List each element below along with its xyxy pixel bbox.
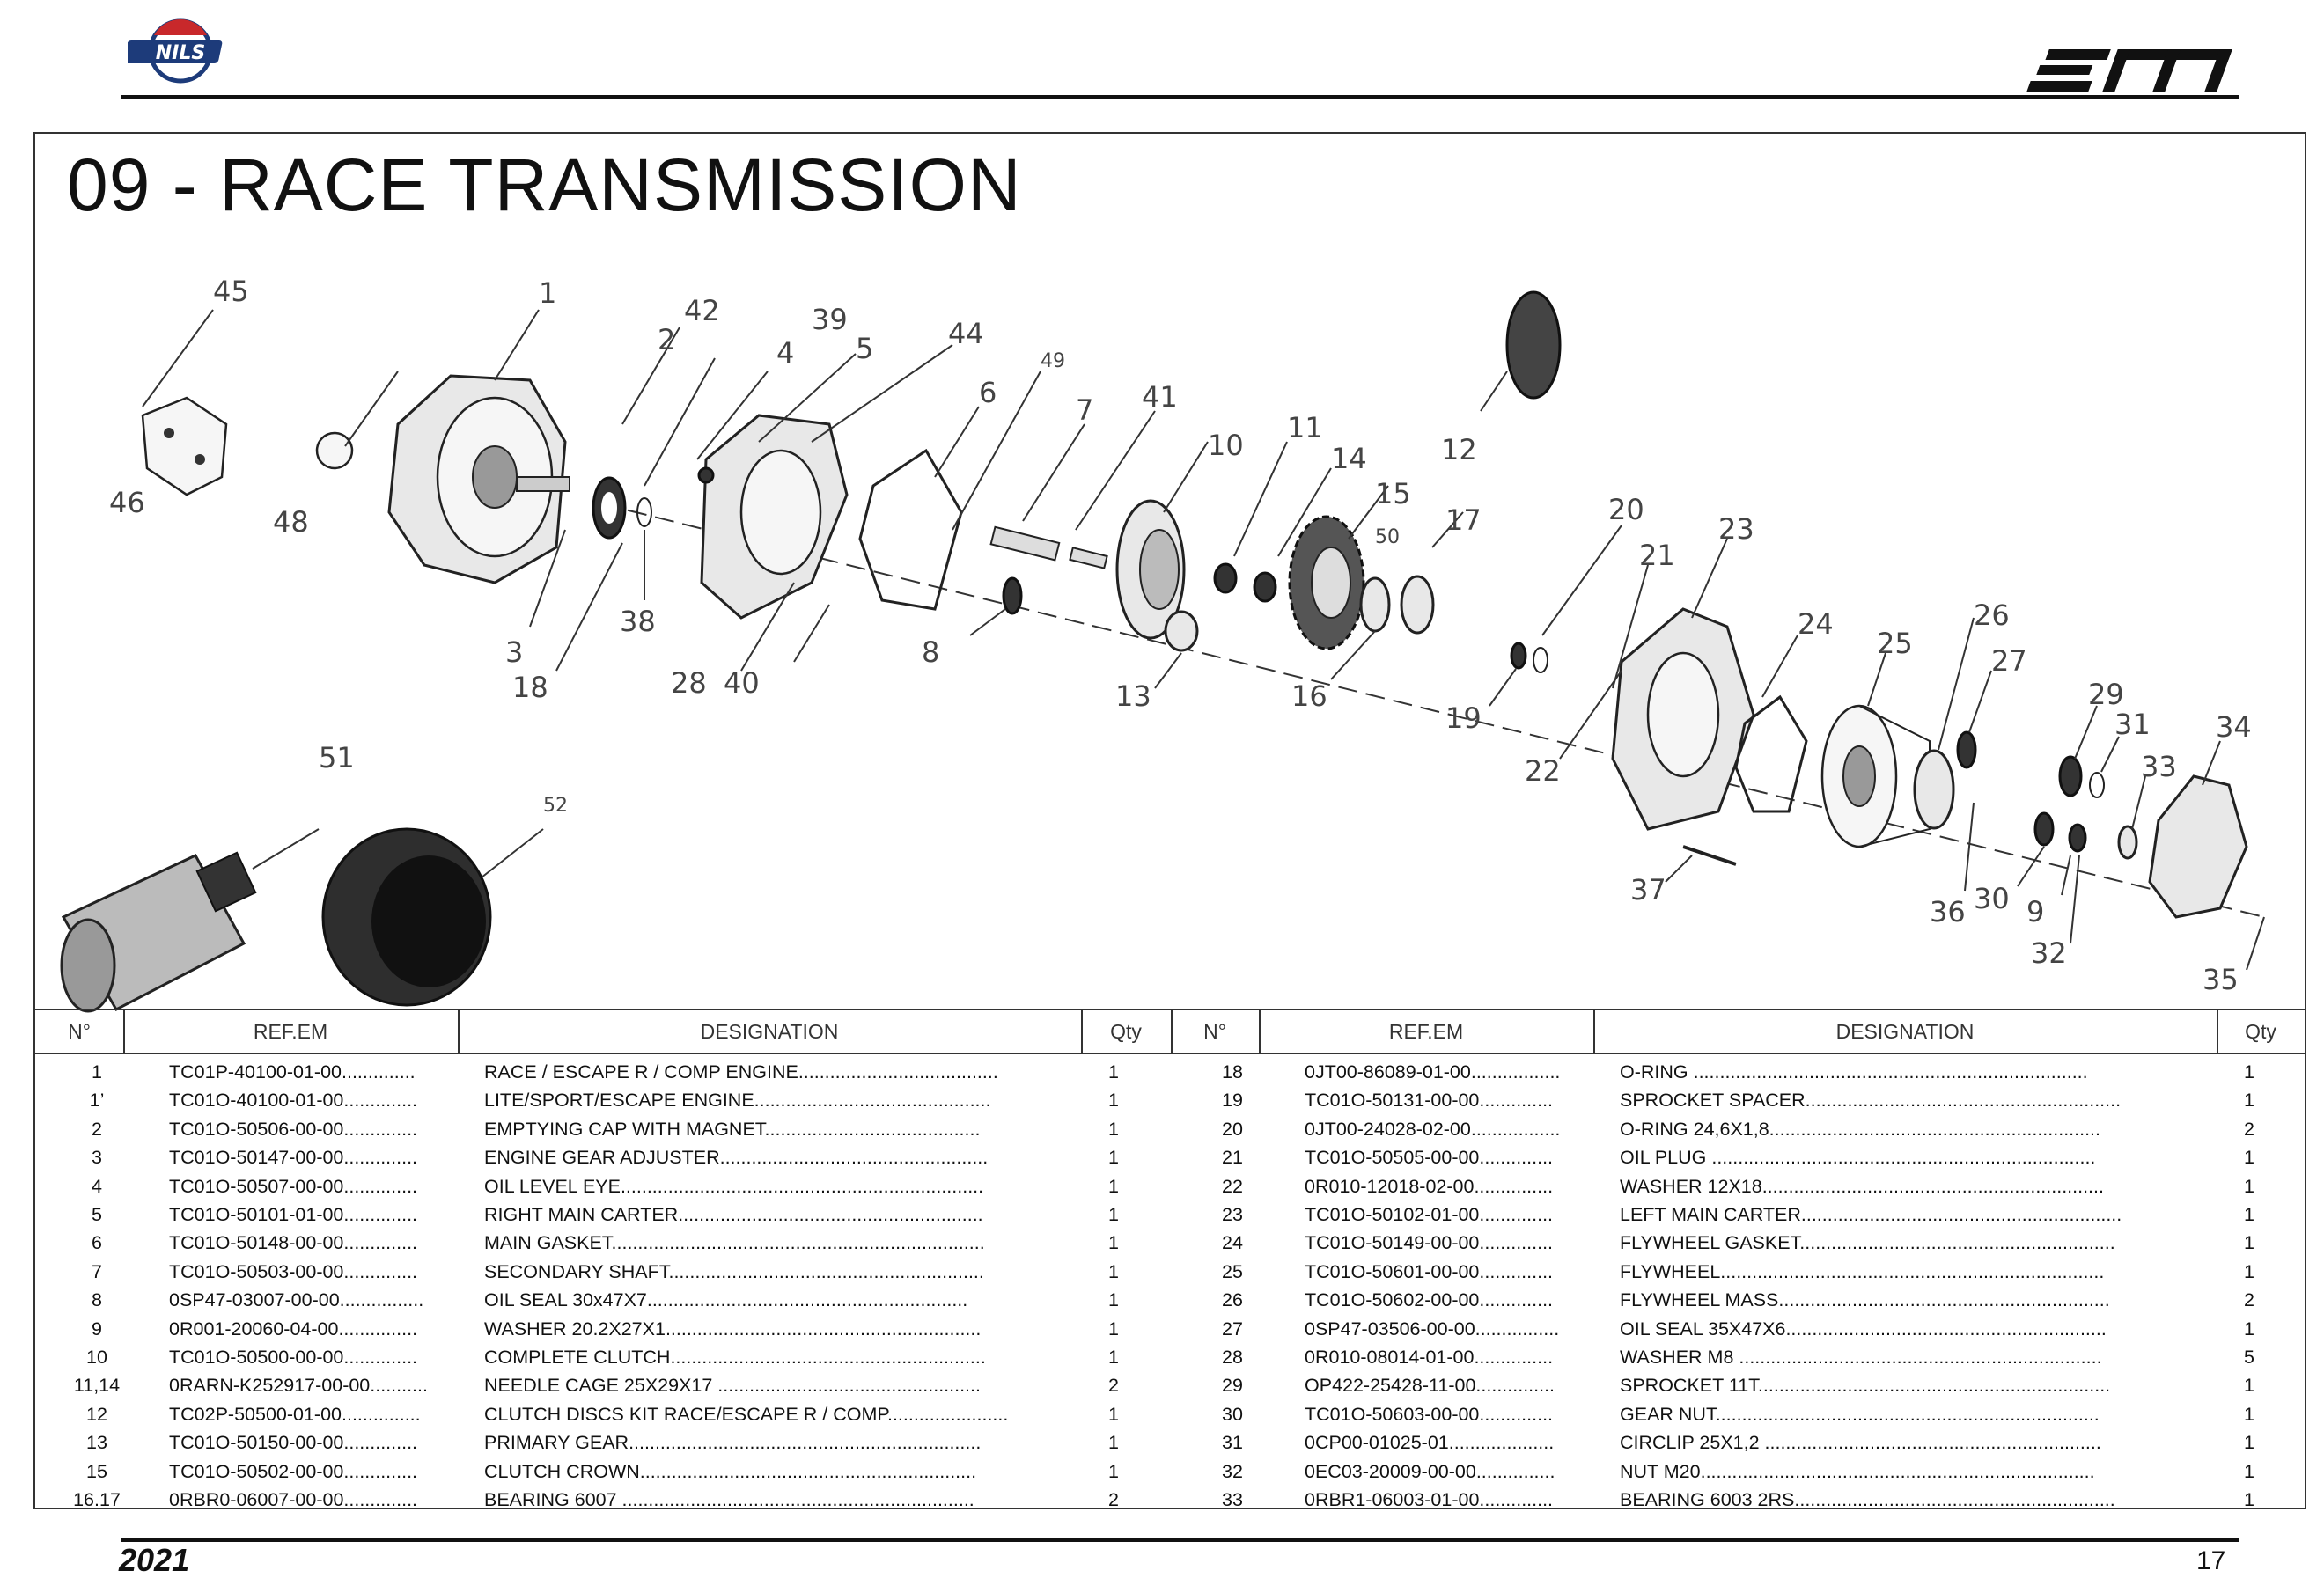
part-qty: 1 (2244, 1090, 2254, 1112)
callout-9: 9 (2026, 895, 2045, 929)
callout-16: 16 (1291, 679, 1327, 713)
part-number: 28 (1222, 1347, 1243, 1368)
part-number: 26 (1222, 1289, 1243, 1311)
part-ref: TC01O-50149-00-00.............. (1305, 1232, 1554, 1254)
part-number: 7 (92, 1260, 102, 1282)
callout-41: 41 (1142, 380, 1178, 414)
part-number: 3 (92, 1147, 102, 1169)
part-number: 9 (92, 1318, 102, 1340)
table-row (1171, 1400, 2305, 1428)
part-designation: O-RING 24,6X1,8............................................................... (1620, 1118, 2101, 1140)
part-number: 5 (92, 1204, 102, 1225)
part-ref: 0JT00-24028-02-00................. (1305, 1118, 1561, 1140)
part-qty: 5 (2244, 1347, 2254, 1368)
section-title: 09 - RACE TRANSMISSION (67, 143, 1022, 226)
assembly-axis (600, 503, 2264, 917)
callout-39: 39 (812, 303, 848, 336)
part-number: 19 (1222, 1090, 1243, 1112)
part-number: 12 (86, 1403, 107, 1425)
header-rule (121, 95, 2239, 99)
part-ref: 0SP47-03007-00-00................ (169, 1289, 424, 1311)
part-ref: 0CP00-01025-01.................... (1305, 1432, 1555, 1454)
part-qty: 1 (2244, 1260, 2254, 1282)
part-designation: LITE/SPORT/ESCAPE ENGINE............................................. (484, 1090, 991, 1112)
part-number: 1’ (89, 1090, 105, 1112)
callout-34: 34 (2216, 710, 2252, 744)
footer-year: 2021 (119, 1542, 190, 1578)
part-number: 22 (1222, 1175, 1243, 1197)
callout-37: 37 (1630, 873, 1666, 907)
callout-14: 14 (1331, 442, 1367, 475)
part-designation: BEARING 6007 ................................................................... (484, 1489, 974, 1510)
callout-42: 42 (684, 294, 720, 327)
part-number: 11,14 (73, 1375, 121, 1397)
callout-18: 18 (512, 671, 548, 704)
part-ref: TC01O-50603-00-00.............. (1305, 1403, 1554, 1425)
part-ref: TC01O-50500-00-00.............. (169, 1347, 418, 1368)
part-ref: 0RARN-K252917-00-00........... (169, 1375, 428, 1397)
callout-17: 17 (1445, 503, 1482, 537)
callout-12: 12 (1441, 433, 1477, 466)
table-row (35, 1371, 1171, 1399)
table-row (35, 1058, 1171, 1086)
parts-table-right (1171, 1009, 2305, 1508)
table-row (35, 1258, 1171, 1286)
part-number: 31 (1222, 1432, 1243, 1454)
part-number: 24 (1222, 1232, 1243, 1254)
callout-31: 31 (2114, 708, 2151, 741)
part-clutch-discs-12 (1507, 292, 1560, 398)
part-qty: 1 (1108, 1061, 1119, 1083)
callout-26: 26 (1974, 598, 2010, 632)
part-designation: PRIMARY GEAR................................................................... (484, 1432, 982, 1454)
part-qty: 1 (1108, 1175, 1119, 1197)
part-designation: OIL LEVEL EYE..................................................................... (484, 1175, 984, 1197)
part-qty: 1 (2244, 1375, 2254, 1397)
part-seal-8 (1004, 578, 1021, 613)
part-designation: WASHER 20.2X27X1............................................................ (484, 1318, 982, 1340)
table-row (35, 1143, 1171, 1171)
part-designation: FLYWHEEL MASS............................................................... (1620, 1289, 2110, 1311)
part-number: 13 (86, 1432, 107, 1454)
parts-table-left (35, 1009, 1171, 1508)
part-number: 15 (86, 1460, 107, 1482)
part-primary-gear-13 (1166, 612, 1197, 650)
part-ref: 0R001-20060-04-00............... (169, 1318, 418, 1340)
part-bearing-17 (1401, 576, 1433, 633)
part-designation: SPROCKET SPACER............................................................ (1620, 1090, 2122, 1112)
callout-38: 38 (620, 605, 656, 638)
table-row (35, 1315, 1171, 1343)
part-seal-3 (593, 478, 651, 538)
part-qty: 1 (2244, 1175, 2254, 1197)
part-needle-cage-11 (1215, 564, 1236, 592)
callout-24: 24 (1798, 607, 1834, 641)
part-qty: 1 (1108, 1432, 1119, 1454)
part-ref: TC01O-50602-00-00.............. (1305, 1289, 1554, 1311)
part-engine-1 (389, 376, 570, 583)
part-number: 20 (1222, 1118, 1243, 1140)
table-row (35, 1400, 1171, 1428)
part-ref: TC02P-50500-01-00............... (169, 1403, 421, 1425)
part-number: 6 (92, 1232, 102, 1254)
part-designation: OIL SEAL 35X47X6............................................................. (1620, 1318, 2107, 1340)
callout-1: 1 (539, 276, 557, 310)
part-number: 21 (1222, 1147, 1243, 1169)
table-row (1171, 1371, 2305, 1399)
part-bracket-46 (143, 310, 226, 495)
callout-32: 32 (2031, 936, 2067, 970)
part-circlip-31 (2090, 773, 2104, 797)
nils-logo-text: NILS (155, 42, 206, 64)
part-needle-cage-14 (1254, 573, 1276, 601)
part-qty: 1 (1108, 1289, 1119, 1311)
part-ref: TC01O-50506-00-00.............. (169, 1118, 418, 1140)
callout-15: 15 (1375, 477, 1411, 510)
col-num: N° (1203, 1020, 1226, 1043)
table-row (1171, 1172, 2305, 1200)
table-row (1171, 1315, 2305, 1343)
table-row (1171, 1258, 2305, 1286)
part-qty: 2 (2244, 1289, 2254, 1311)
part-sprocket-29 (2060, 757, 2081, 796)
callout-3: 3 (505, 635, 524, 669)
part-ref: TC01O-50150-00-00.............. (169, 1432, 418, 1454)
callout-7: 7 (1076, 393, 1094, 427)
part-designation: BEARING 6003 2RS............................................................. (1620, 1489, 2115, 1510)
callout-27: 27 (1991, 644, 2027, 678)
part-qty: 1 (2244, 1147, 2254, 1169)
col-qty: Qty (2245, 1020, 2276, 1043)
content-frame (33, 132, 2306, 1509)
parts-table (35, 1009, 2305, 1508)
part-ref: TC01O-50502-00-00.............. (169, 1460, 418, 1482)
part-designation: NEEDLE CAGE 25X29X17 .................................................. (484, 1375, 981, 1397)
table-row (1171, 1457, 2305, 1486)
table-row (1171, 1486, 2305, 1514)
part-ref: TC01O-50505-00-00.............. (1305, 1147, 1554, 1169)
part-number: 32 (1222, 1460, 1243, 1482)
part-gear-48 (317, 371, 398, 468)
part-number: 10 (86, 1347, 107, 1368)
part-designation: WASHER 12X18................................................................. (1620, 1175, 2104, 1197)
part-ref: TC01O-50101-01-00.............. (169, 1204, 418, 1225)
part-ref: TC01O-40100-01-00.............. (169, 1090, 418, 1112)
part-qty: 1 (2244, 1061, 2254, 1083)
table-row (1171, 1286, 2305, 1314)
part-qty: 2 (1108, 1375, 1119, 1397)
tool-52 (323, 829, 543, 1005)
part-o-ring-20 (1533, 648, 1548, 672)
col-designation: DESIGNATION (1835, 1020, 1975, 1043)
part-shaft-7 (991, 527, 1107, 569)
callout-4: 4 (776, 336, 795, 370)
part-designation: OIL PLUG ......................................................................... (1620, 1147, 2096, 1169)
part-number: 8 (92, 1289, 102, 1311)
part-designation: COMPLETE CLUTCH............................................................ (484, 1347, 986, 1368)
table-row (35, 1428, 1171, 1457)
part-qty: 1 (1108, 1118, 1119, 1140)
callout-49: 49 (1041, 350, 1065, 372)
part-ref: TC01O-50503-00-00.............. (169, 1260, 418, 1282)
part-ref: OP422-25428-11-00............... (1305, 1375, 1555, 1397)
part-ref: 0R010-08014-01-00............... (1305, 1347, 1554, 1368)
callout-46: 46 (109, 486, 145, 519)
part-designation: CLUTCH DISCS KIT RACE/ESCAPE R / COMP....................... (484, 1403, 1009, 1425)
part-number: 2 (92, 1118, 102, 1140)
part-number: 18 (1222, 1061, 1243, 1083)
em-logo (2025, 44, 2236, 97)
col-num: N° (68, 1020, 91, 1043)
part-number: 30 (1222, 1403, 1243, 1425)
callout-30: 30 (1974, 882, 2010, 915)
callout-25: 25 (1877, 627, 1913, 660)
part-number: 4 (92, 1175, 102, 1197)
table-row (1171, 1343, 2305, 1371)
col-designation: DESIGNATION (700, 1020, 839, 1043)
callout-21: 21 (1639, 539, 1675, 572)
part-gear-nut-30 (2035, 813, 2053, 845)
callout-2: 2 (658, 323, 676, 356)
part-qty: 1 (1108, 1347, 1119, 1368)
part-designation: RIGHT MAIN CARTER.......................................................... (484, 1204, 983, 1225)
part-flywheel-mass-26 (1915, 751, 1953, 828)
table-header-left (35, 1009, 1171, 1054)
table-row (35, 1172, 1171, 1200)
part-qty: 1 (2244, 1232, 2254, 1254)
nils-logo (128, 16, 233, 86)
part-designation: OIL SEAL 30x47X7............................................................. (484, 1289, 968, 1311)
part-qty: 1 (2244, 1204, 2254, 1225)
part-ref: TC01O-50507-00-00.............. (169, 1175, 418, 1197)
table-row (35, 1343, 1171, 1371)
part-qty: 2 (1108, 1489, 1119, 1510)
part-number: 27 (1222, 1318, 1243, 1340)
part-designation: CIRCLIP 25X1,2 ................................................................ (1620, 1432, 2101, 1454)
table-row (35, 1115, 1171, 1143)
table-row (35, 1086, 1171, 1114)
callout-52: 52 (543, 795, 568, 817)
part-qty: 1 (1108, 1147, 1119, 1169)
col-ref: REF.EM (1388, 1020, 1464, 1043)
part-designation: RACE / ESCAPE R / COMP ENGINE...................................... (484, 1061, 998, 1083)
callout-50: 50 (1375, 526, 1400, 548)
part-ref: 0R010-12018-02-00............... (1305, 1175, 1554, 1197)
part-qty: 1 (1108, 1090, 1119, 1112)
callout-11: 11 (1287, 411, 1323, 444)
callout-36: 36 (1930, 895, 1966, 929)
table-row (1171, 1200, 2305, 1229)
part-number: 25 (1222, 1260, 1243, 1282)
table-row (1171, 1058, 2305, 1086)
table-row (1171, 1143, 2305, 1171)
callout-20: 20 (1608, 493, 1644, 526)
part-qty: 1 (1108, 1260, 1119, 1282)
part-designation: O-RING ........................................................................... (1620, 1061, 2088, 1083)
part-qty: 1 (1108, 1460, 1119, 1482)
callout-6: 6 (979, 376, 997, 409)
tool-51 (62, 829, 319, 1011)
callout-5: 5 (856, 332, 874, 365)
part-designation: FLYWHEEL......................................................................... (1620, 1260, 2105, 1282)
callout-45: 45 (213, 275, 249, 308)
part-number: 16.17 (73, 1489, 121, 1510)
part-nut-32 (2070, 825, 2085, 851)
part-qty: 1 (2244, 1432, 2254, 1454)
table-row (35, 1286, 1171, 1314)
table-row (35, 1229, 1171, 1257)
part-designation: LEFT MAIN CARTER............................................................. (1620, 1204, 2122, 1225)
part-designation: SPROCKET 11T................................................................... (1620, 1375, 2111, 1397)
part-ref: TC01O-50102-01-00.............. (1305, 1204, 1554, 1225)
callout-35: 35 (2203, 963, 2239, 996)
part-designation: MAIN GASKET....................................................................... (484, 1232, 985, 1254)
part-designation: NUT M20........................................................................... (1620, 1460, 2095, 1482)
part-ref: TC01O-50131-00-00.............. (1305, 1090, 1554, 1112)
callout-51: 51 (319, 741, 355, 774)
part-oil-seal-27 (1958, 732, 1975, 767)
callout-23: 23 (1718, 512, 1754, 546)
part-ref: 0EC03-20009-00-00............... (1305, 1460, 1555, 1482)
table-row (35, 1486, 1171, 1514)
part-designation: GEAR NUT......................................................................... (1620, 1403, 2100, 1425)
callout-8: 8 (922, 635, 940, 669)
callout-48: 48 (273, 505, 309, 539)
part-cover-34 (2150, 776, 2247, 917)
part-designation: CLUTCH CROWN................................................................ (484, 1460, 977, 1482)
part-number: 29 (1222, 1375, 1243, 1397)
part-gasket-6 (860, 451, 961, 609)
part-ref: 0SP47-03506-00-00................ (1305, 1318, 1560, 1340)
table-row (1171, 1086, 2305, 1114)
part-qty: 1 (2244, 1460, 2254, 1482)
table-row (1171, 1115, 2305, 1143)
part-designation: WASHER M8 ..................................................................... (1620, 1347, 2102, 1368)
part-qty: 1 (2244, 1318, 2254, 1340)
part-designation: FLYWHEEL GASKET............................................................ (1620, 1232, 2115, 1254)
table-row (35, 1200, 1171, 1229)
page-number: 17 (2196, 1546, 2226, 1575)
part-clutch-crown-15 (1290, 517, 1364, 649)
part-ref: TC01O-50147-00-00.............. (169, 1147, 418, 1169)
col-qty: Qty (1110, 1020, 1142, 1043)
table-row (1171, 1428, 2305, 1457)
part-bearing-16 (1361, 578, 1389, 631)
part-bearing-33 (2119, 826, 2136, 858)
part-flywheel-25 (1822, 706, 1930, 847)
exploded-view-diagram (37, 248, 2305, 1142)
part-qty: 1 (1108, 1232, 1119, 1254)
part-number: 1 (92, 1061, 102, 1083)
table-header-right (1171, 1009, 2305, 1054)
part-ref: 0JT00-86089-01-00................. (1305, 1061, 1561, 1083)
part-qty: 1 (1108, 1403, 1119, 1425)
callout-22: 22 (1525, 754, 1561, 788)
part-ref: TC01P-40100-01-00.............. (169, 1061, 416, 1083)
part-right-carter-5 (699, 415, 847, 618)
part-designation: EMPTYING CAP WITH MAGNET......................................... (484, 1118, 981, 1140)
callout-40: 40 (724, 666, 760, 700)
col-ref: REF.EM (253, 1020, 328, 1043)
part-ref: 0RBR1-06003-01-00.............. (1305, 1489, 1554, 1510)
callout-10: 10 (1208, 429, 1244, 462)
page-header (0, 0, 2324, 106)
part-number: 23 (1222, 1204, 1243, 1225)
part-ref: 0RBR0-06007-00-00.............. (169, 1489, 418, 1510)
part-designation: ENGINE GEAR ADJUSTER................................................... (484, 1147, 989, 1169)
part-qty: 1 (2244, 1489, 2254, 1510)
callout-28: 28 (671, 666, 707, 700)
table-row (1171, 1229, 2305, 1257)
part-ref: TC01O-50601-00-00.............. (1305, 1260, 1554, 1282)
part-qty: 2 (2244, 1118, 2254, 1140)
part-ref: TC01O-50148-00-00.............. (169, 1232, 418, 1254)
part-qty: 1 (1108, 1204, 1119, 1225)
part-number: 33 (1222, 1489, 1243, 1510)
table-row (35, 1457, 1171, 1486)
callout-13: 13 (1115, 679, 1151, 713)
callout-29: 29 (2088, 678, 2124, 711)
footer-rule (121, 1538, 2239, 1542)
part-designation: SECONDARY SHAFT............................................................ (484, 1260, 984, 1282)
part-left-carter-23 (1613, 609, 1754, 829)
part-qty: 1 (1108, 1318, 1119, 1340)
callout-44: 44 (948, 317, 984, 350)
callout-33: 33 (2141, 750, 2177, 783)
callout-19: 19 (1445, 701, 1482, 735)
part-qty: 1 (2244, 1403, 2254, 1425)
part-sprocket-spacer-19 (1511, 643, 1526, 668)
